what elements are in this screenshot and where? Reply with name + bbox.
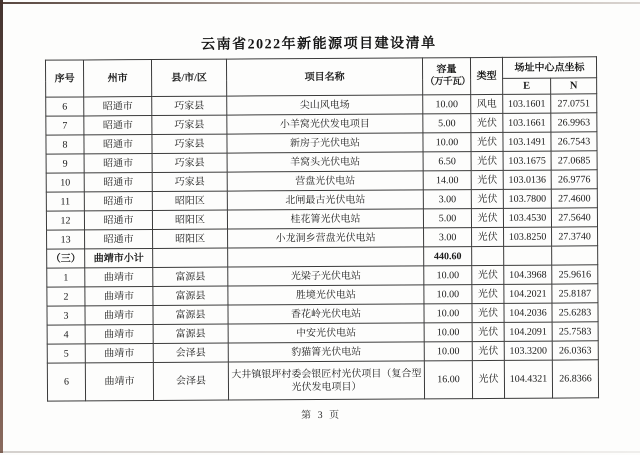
cell-e [504, 246, 552, 265]
page-number: 第 3 页 [301, 409, 342, 422]
cell-city: 曲靖市 [85, 306, 153, 325]
cell-no: 3 [47, 306, 85, 325]
cell-county: 巧家县 [152, 134, 227, 153]
cell-capacity: 5.00 [423, 114, 471, 133]
cell-type: 光伏 [472, 284, 504, 303]
cell-n: 25.7583 [552, 322, 598, 341]
header-type: 类型 [470, 57, 502, 94]
cell-county: 昭阳区 [152, 191, 227, 210]
cell-e: 103.4530 [503, 208, 551, 227]
header-coords: 场址中心点坐标 [502, 57, 596, 79]
table-header [45, 57, 596, 97]
table-row [47, 360, 598, 401]
cell-project [228, 247, 424, 267]
cell-project: 羊窝头光伏电站 [227, 152, 423, 172]
cell-n: 27.0751 [551, 94, 597, 113]
header-project: 项目名称 [226, 58, 422, 96]
cell-city: 昭通市 [84, 211, 152, 230]
cell-project: 桂花箐光伏电站 [227, 209, 423, 229]
project-table [45, 56, 599, 401]
cell-county: 富源县 [153, 267, 228, 286]
project-table-body [46, 94, 599, 401]
cell-no: 13 [47, 230, 85, 249]
cell-capacity: 3.00 [423, 190, 471, 209]
cell-n [552, 246, 598, 265]
cell-capacity: 10.00 [424, 266, 472, 285]
cell-no: 8 [46, 135, 84, 154]
cell-type: 光伏 [471, 113, 503, 132]
cell-county: 会泽县 [153, 362, 228, 400]
cell-county: 富源县 [153, 286, 228, 305]
cell-no: 7 [46, 116, 84, 135]
cell-county: 富源县 [153, 324, 228, 343]
cell-n: 26.9776 [551, 170, 597, 189]
cell-project: 光梁子光伏电站 [228, 266, 424, 286]
cell-e: 104.3968 [504, 265, 552, 284]
cell-city: 昭通市 [84, 97, 152, 116]
cell-type: 光伏 [472, 341, 504, 360]
cell-project: 豹猫箐光伏电站 [228, 342, 424, 362]
cell-type: 光伏 [472, 322, 504, 341]
cell-type: 光伏 [471, 189, 503, 208]
header-capacity [422, 58, 470, 95]
cell-e: 104.2036 [504, 303, 552, 322]
cell-city: 昭通市 [84, 173, 152, 192]
cell-city: 昭通市 [84, 192, 152, 211]
cell-n: 27.5640 [551, 208, 597, 227]
cell-e: 103.1601 [503, 94, 551, 113]
cell-n: 26.9963 [551, 113, 597, 132]
cell-no: 9 [46, 154, 84, 173]
cell-n: 27.0685 [551, 151, 597, 170]
cell-capacity: 10.00 [424, 342, 472, 361]
cell-project: 北闸最古光伏电站 [227, 190, 423, 210]
cell-type [472, 246, 504, 265]
cell-e: 103.1675 [503, 151, 551, 170]
cell-capacity: 16.00 [424, 361, 472, 399]
cell-city: 昭通市 [84, 116, 152, 135]
cell-e: 103.8250 [504, 227, 552, 246]
header-county: 县/市/区 [151, 59, 226, 96]
cell-no: 10 [46, 173, 84, 192]
cell-type: 光伏 [472, 227, 504, 246]
cell-project: 新房子光伏电站 [227, 133, 423, 153]
cell-n: 27.4600 [551, 189, 597, 208]
scan-edge-top [0, 2, 640, 4]
scan-edge-left [0, 0, 3, 453]
cell-n: 25.6283 [552, 303, 598, 322]
cell-no: 11 [46, 192, 84, 211]
cell-capacity: 6.50 [423, 152, 471, 171]
cell-project: 中安光伏电站 [228, 323, 424, 343]
cell-e: 103.7800 [503, 189, 551, 208]
cell-no: 4 [47, 325, 85, 344]
cell-e: 103.1491 [503, 132, 551, 151]
cell-capacity: 10.00 [424, 304, 472, 323]
cell-county: 巧家县 [152, 96, 227, 115]
cell-county: 会泽县 [153, 343, 228, 362]
cell-capacity: 10.00 [423, 95, 471, 114]
cell-city: 曲靖市 [85, 287, 153, 306]
header-capacity-line2: （万千瓦） [425, 77, 471, 88]
cell-type: 光伏 [472, 360, 504, 398]
cell-county: 巧家县 [152, 153, 227, 172]
cell-e: 103.0136 [503, 170, 551, 189]
cell-capacity: 10.00 [424, 285, 472, 304]
cell-n: 26.0363 [552, 341, 598, 360]
cell-no: 6 [47, 363, 85, 401]
cell-project: 胜境光伏电站 [228, 285, 424, 305]
cell-type: 光伏 [471, 208, 503, 227]
cell-type: 光伏 [471, 132, 503, 151]
cell-city: 昭通市 [84, 154, 152, 173]
cell-county: 昭阳区 [153, 229, 228, 248]
cell-no: （三） [47, 249, 85, 268]
cell-county [153, 248, 228, 267]
cell-project: 小龙洞乡营盘光伏电站 [228, 228, 424, 248]
cell-no: 5 [47, 344, 85, 363]
cell-county: 富源县 [153, 305, 228, 324]
cell-e: 104.4321 [504, 360, 552, 398]
cell-e: 104.2021 [504, 284, 552, 303]
cell-n: 25.9616 [552, 265, 598, 284]
cell-no: 12 [46, 211, 84, 230]
cell-type: 光伏 [471, 170, 503, 189]
cell-e: 103.3200 [504, 341, 552, 360]
cell-e: 103.1661 [503, 113, 551, 132]
header-capacity-line1: 容量 [436, 64, 457, 76]
cell-capacity: 14.00 [423, 171, 471, 190]
cell-type: 光伏 [472, 265, 504, 284]
cell-city: 昭通市 [84, 135, 152, 154]
cell-n: 27.3740 [552, 227, 598, 246]
cell-project: 营盘光伏电站 [227, 171, 423, 191]
header-no: 序号 [45, 60, 83, 97]
cell-e: 104.2091 [504, 322, 552, 341]
cell-county: 昭阳区 [152, 210, 227, 229]
cell-city: 曲靖市 [85, 344, 153, 363]
cell-city: 曲靖市小计 [85, 249, 153, 268]
cell-n: 26.7543 [551, 132, 597, 151]
cell-city: 曲靖市 [85, 268, 153, 287]
cell-capacity: 440.60 [424, 247, 472, 266]
cell-project: 尖山风电场 [227, 95, 423, 115]
cell-capacity: 3.00 [424, 228, 472, 247]
header-coord-n: N [551, 78, 597, 94]
cell-type: 光伏 [471, 151, 503, 170]
header-coord-e: E [503, 78, 551, 94]
page-title: 云南省2022年新能源项目建设清单 [201, 36, 437, 53]
cell-county: 巧家县 [152, 172, 227, 191]
cell-city: 曲靖市 [85, 325, 153, 344]
cell-project: 大井镇银坪村委会银匠村光伏项目（复合型光伏发电项目） [228, 361, 424, 400]
cell-no: 2 [47, 287, 85, 306]
cell-city: 曲靖市 [85, 363, 153, 401]
cell-capacity: 5.00 [423, 209, 471, 228]
header-city: 州市 [83, 60, 151, 97]
cell-capacity: 10.00 [424, 323, 472, 342]
cell-n: 25.8187 [552, 284, 598, 303]
cell-type: 风电 [471, 94, 503, 113]
cell-n: 26.8366 [552, 360, 598, 398]
cell-no: 1 [47, 268, 85, 287]
cell-project: 小羊窝光伏发电项目 [227, 114, 423, 134]
cell-capacity: 10.00 [423, 133, 471, 152]
cell-county: 巧家县 [152, 115, 227, 134]
cell-project: 香花岭光伏电站 [228, 304, 424, 324]
cell-no: 6 [46, 97, 84, 116]
cell-city: 昭通市 [85, 230, 153, 249]
cell-type: 光伏 [472, 303, 504, 322]
